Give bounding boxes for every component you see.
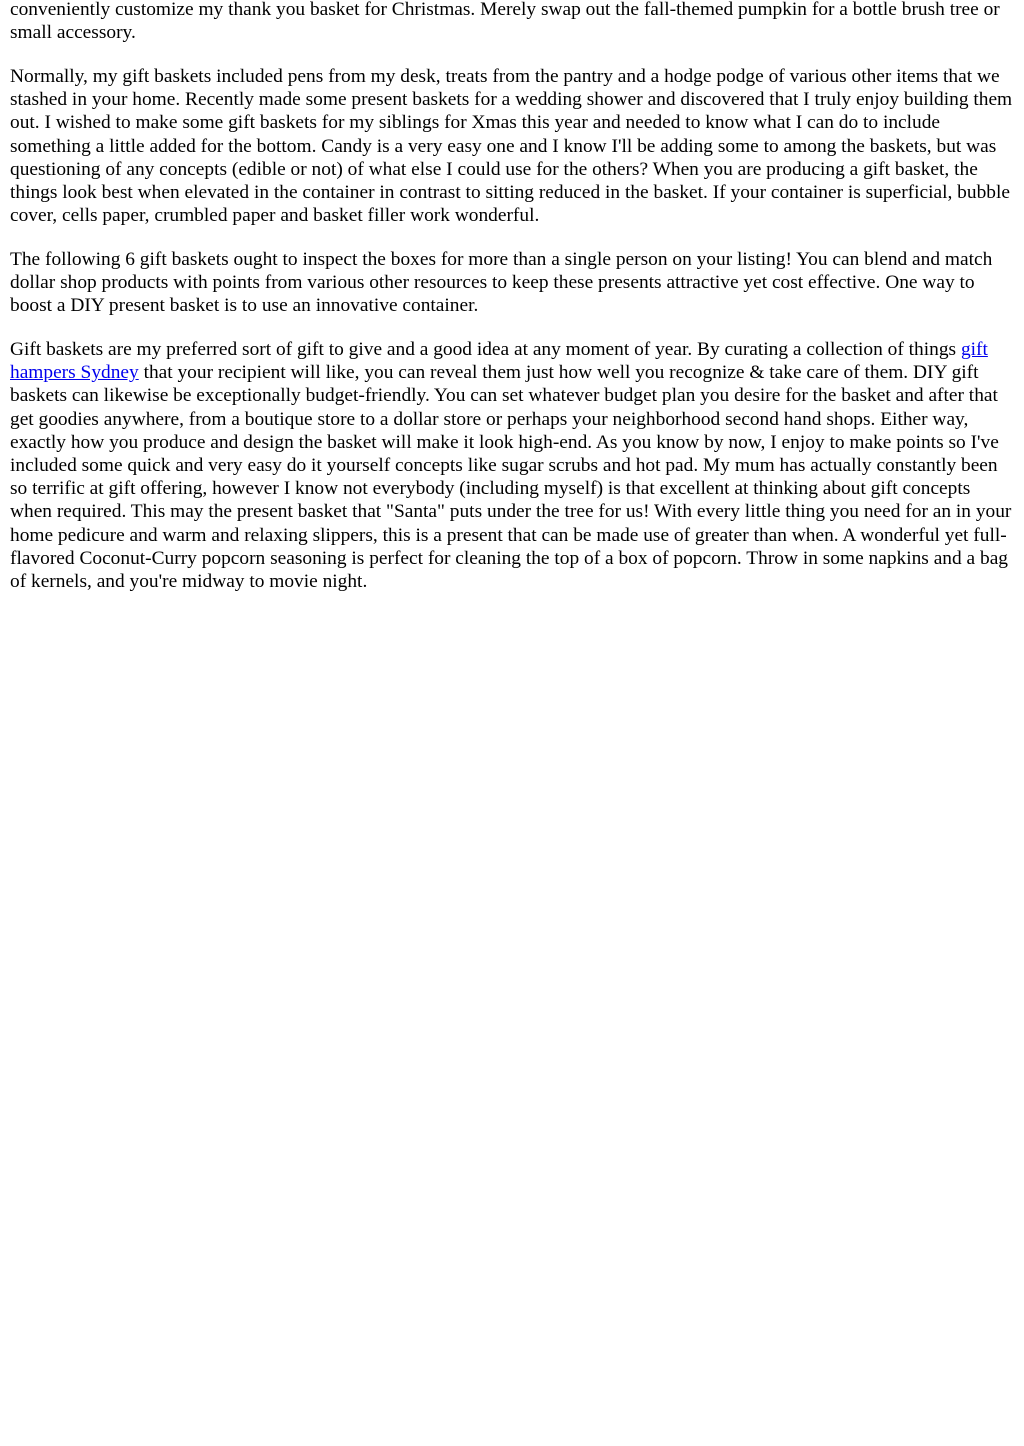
paragraph-text-before-link: Gift baskets are my preferred sort of gift to give and a good idea at any moment of year. By curating a collection of things [10,338,961,360]
paragraph-six-gift-baskets: The following 6 gift baskets ought to inspect the boxes for more than a single person on your listing! You can blend and match dollar shop products with points from various other resources to keep these presents attractive yet cost effective. One way to boost a DIY present basket is to use an innovative container. [10,248,993,317]
paragraph-text-after-link: that your recipient will like, you can reveal them just how well you recognize & take care of them. DIY gift baskets can likewise be exceptionally budget-friendly. You can set whatever budget plan you desire for the basket and after that get goodies anywhere, from a boutique store to a dollar store or perhaps your neighborhood second hand shops. Either way, exactly how you produce and design the basket will make it look high-end. As you know by now, I enjoy to make points so I've included some quick and very easy do it yourself concepts like sugar scrubs and hot pad. My mum has actually constantly been so terrific at gift offering, however I know not everybody (including myself) is that excellent at thinking about gift concepts when required. This may the present basket that "Santa" puts under the tree for us! With every little thing you need for an in your home pedicure and warm and relaxing slippers, this is a present that can be made use of greater than when. A wonderful yet full-flavored Coconut-Curry popcorn seasoning is perfect for cleaning the top of a box of popcorn. Throw in some napkins and a bag of kernels, and you're midway to movie night. [10,362,1012,592]
gift-hampers-sydney-link[interactable]: gift hampers Sydney [10,338,988,384]
article-body [0,0,1024,593]
paragraph-preferred-gift [10,338,1014,593]
paragraph-christmas-basket: conveniently customize my thank you basket for Christmas. Merely swap out the fall-themed pumpkin for a bottle brush tree or small accessory. [10,0,1000,44]
paragraph-gift-basket-contents: Normally, my gift baskets included pens from my desk, treats from the pantry and a hodge podge of various other items that we stashed in your home. Recently made some present baskets for a wedding shower and discovered that I truly enjoy building them out. I wished to make some gift baskets for my siblings for Xmas this year and needed to know what I can do to include something a little added for the bottom. Candy is a very easy one and I know I'll be adding some to among the baskets, but was questioning of any concepts (edible or not) of what else I could use for the others? When you are producing a gift basket, the things look best when elevated in the container in contrast to sitting reduced in the basket. If your container is superficial, bubble cover, cells paper, crumbled paper and basket filler work wonderful. [10,65,1013,227]
